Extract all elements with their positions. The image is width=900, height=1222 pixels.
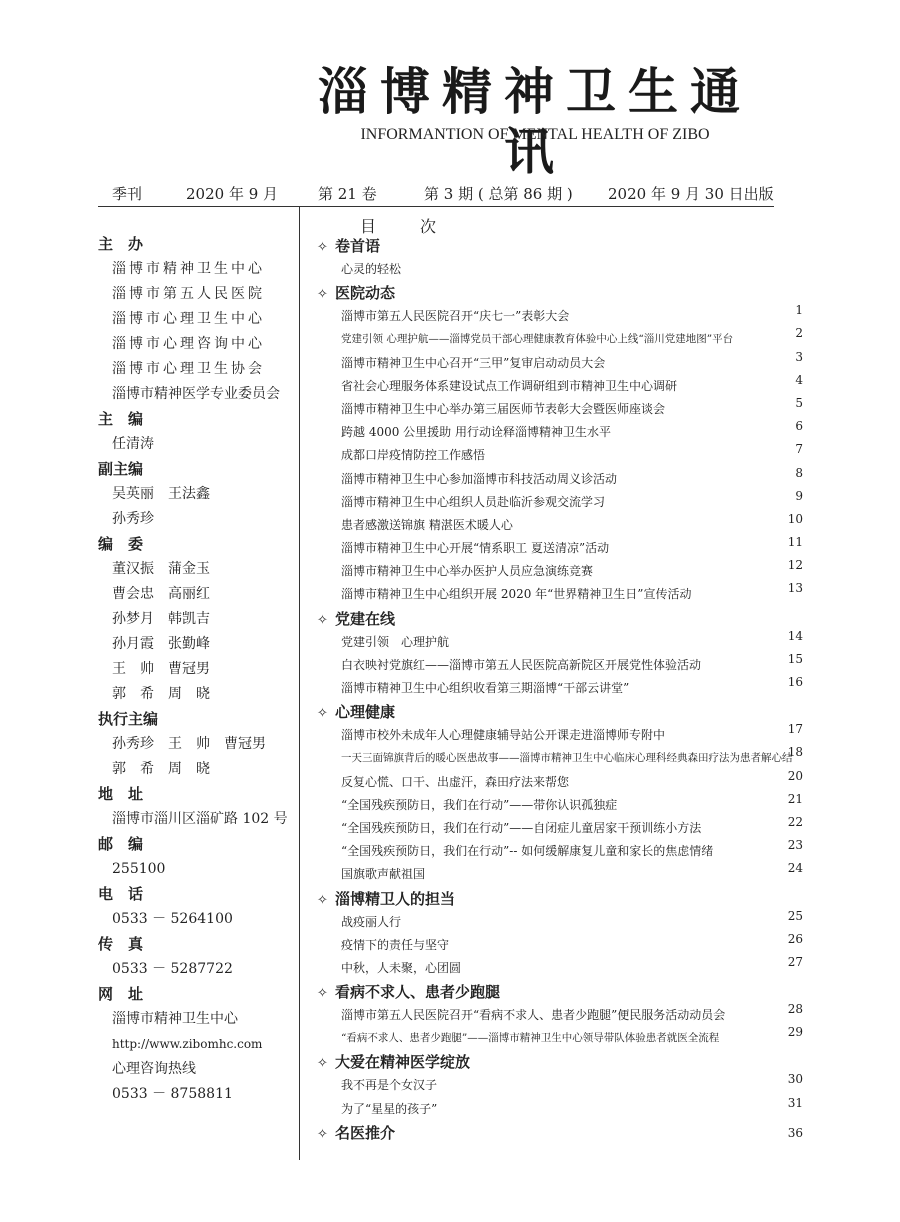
committee-names: 董汉振 蒲金玉	[112, 561, 210, 577]
toc-entry-title: 淄博市精神卫生中心组织收看第三期淄博“干部云讲堂”	[341, 681, 630, 695]
toc-page-number: 36	[787, 1125, 803, 1140]
toc-page-number: 4	[795, 372, 803, 387]
diamond-bullet-icon: ✧	[317, 1126, 328, 1142]
committee-names: 郭 希 周 晓	[112, 686, 210, 702]
executive-editor-label: 执行主编	[98, 710, 159, 728]
info-month: 2020 年 9 月	[186, 185, 279, 203]
website-label: 网 址	[98, 985, 144, 1003]
toc-entry[interactable]	[317, 395, 803, 421]
toc-page-number: 1	[795, 303, 803, 318]
toc-entry[interactable]	[317, 305, 803, 328]
toc-entry-title: “全国残疾预防日，我们在行动”——带你认识孤独症	[341, 797, 618, 812]
masthead-title: 淄博精神卫生通讯	[318, 62, 752, 181]
fax-value: 0533 － 5287722	[112, 961, 233, 977]
toc-page-number: 29	[787, 1025, 803, 1040]
toc-section-heading[interactable]	[317, 1050, 803, 1074]
toc-page-number: 30	[787, 1072, 803, 1087]
toc-section-heading[interactable]	[317, 1121, 803, 1145]
sponsor-item: 淄博市心理卫生协会	[112, 361, 265, 377]
toc-entry[interactable]	[317, 444, 803, 467]
toc-page-number: 27	[787, 954, 803, 969]
toc-entry-title: 心灵的轻松	[341, 262, 402, 276]
toc-section-title: 淄博精卫人的担当	[335, 889, 456, 908]
column-divider	[299, 206, 300, 1160]
toc-entry[interactable]	[317, 372, 803, 398]
toc-entry-title: 淄博市精神卫生中心召开“三甲”复审启动动员大会	[341, 355, 606, 370]
toc-page-number: 7	[795, 442, 803, 457]
toc-entry-title: 疫情下的责任与坚守	[341, 937, 450, 952]
toc-entry[interactable]	[317, 465, 803, 491]
toc-entry-title: 淄博市精神卫生中心举办医护人员应急演练竞赛	[341, 564, 594, 579]
toc-page-number: 13	[787, 581, 803, 596]
toc-page-number: 26	[787, 931, 803, 946]
toc-page-number: 20	[787, 768, 803, 783]
diamond-bullet-icon: ✧	[317, 287, 328, 303]
editor-label: 主 编	[98, 410, 144, 428]
toc-entry-title: 患者感激送锦旗 精湛医术暖人心	[341, 517, 513, 532]
toc-entry[interactable]	[317, 768, 803, 794]
toc-entry-title: 淄博市精神卫生中心组织开展 2020 年“世界精神卫生日”宣传活动	[341, 587, 692, 602]
toc-page-number: 10	[787, 511, 803, 526]
toc-entry[interactable]	[317, 258, 803, 281]
toc-page-number: 21	[787, 791, 803, 806]
fax-label: 传 真	[98, 935, 144, 953]
toc-entry[interactable]	[317, 1004, 803, 1027]
toc-page-number: 23	[787, 838, 803, 853]
postcode-label: 邮 编	[98, 835, 144, 853]
diamond-bullet-icon: ✧	[317, 612, 328, 628]
toc-entry[interactable]	[317, 349, 803, 375]
toc-page-number: 15	[787, 651, 803, 666]
toc-section-title: 党建在线	[335, 609, 396, 628]
toc-entry[interactable]	[317, 1095, 803, 1121]
toc-entry[interactable]	[317, 931, 803, 957]
diamond-bullet-icon: ✧	[317, 892, 328, 908]
editor-name: 任清涛	[112, 436, 154, 452]
toc-entry-title: 跨越 4000 公里援助 用行动诠释淄博精神卫生水平	[341, 425, 611, 440]
toc-page-number: 11	[787, 535, 803, 550]
committee-names: 孙月霞 张勤峰	[112, 636, 210, 652]
toc-section-heading[interactable]	[317, 980, 803, 1004]
toc-entry-title: 淄博市第五人民医院召开“庆七一”表彰大会	[341, 309, 570, 324]
masthead-subtitle: INFORMANTION OF MENTAL HEALTH OF ZIBO	[360, 126, 710, 143]
toc-section-title: 医院动态	[335, 284, 396, 303]
deputy-editor-names: 孙秀珍	[112, 511, 154, 527]
toc-page-number: 24	[787, 861, 803, 876]
toc-page-number: 31	[787, 1095, 803, 1110]
address-label: 地 址	[98, 785, 144, 803]
toc-page-number: 22	[787, 814, 803, 829]
toc-entry[interactable]	[317, 488, 803, 514]
toc-entry-title: 淄博市校外未成年人心理健康辅导站公开课走进淄博师专附中	[341, 728, 666, 743]
toc-page-number: 8	[795, 465, 803, 480]
table-of-contents	[317, 234, 803, 1145]
committee-label: 编 委	[98, 535, 144, 553]
toc-page-number: 12	[787, 558, 803, 573]
info-frequency: 季刊	[112, 185, 143, 203]
toc-entry-title: 党建引领 心理护航——淄博党员干部心理健康教育体验中心上线“淄川党建地图”平台	[341, 333, 734, 346]
toc-entry[interactable]	[317, 747, 803, 770]
toc-entry-title: “看病不求人、患者少跑腿”——淄博市精神卫生中心领导带队体验患者就医全流程	[341, 1032, 720, 1045]
sponsor-item: 淄博市精神医学专业委员会	[112, 386, 280, 402]
toc-section-heading[interactable]	[317, 234, 803, 258]
toc-section-title: 名医推介	[335, 1123, 396, 1142]
header-divider	[98, 206, 774, 207]
toc-entry-title: 国旗歌声献祖国	[341, 867, 426, 882]
toc-section-title: 看病不求人、患者少跑腿	[335, 983, 501, 1002]
toc-section-heading[interactable]	[317, 607, 803, 631]
toc-entry-title: 党建引领 心理护航	[341, 634, 450, 649]
diamond-bullet-icon: ✧	[317, 706, 328, 722]
toc-entry-title: 反复心慌、口干、出虚汗，森田疗法来帮您	[341, 774, 570, 789]
hotline-number: 0533 － 8758811	[112, 1086, 233, 1102]
toc-entry-title: 淄博市第五人民医院召开“看病不求人、患者少跑腿”便民服务活动动员会	[341, 1008, 726, 1023]
sponsor-item: 淄博市第五人民医院	[112, 286, 265, 302]
toc-section-heading[interactable]	[317, 700, 803, 724]
deputy-editor-label: 副主编	[98, 460, 144, 478]
info-issue: 第 3 期 ( 总第 86 期 )	[424, 185, 573, 203]
toc-entry[interactable]	[317, 511, 803, 537]
toc-page-number: 3	[795, 349, 803, 364]
toc-entry-title: 我不再是个女汉子	[341, 1078, 438, 1093]
committee-names: 曹会忠 高丽红	[112, 586, 210, 602]
toc-page-number: 25	[787, 908, 803, 923]
toc-page-number: 6	[795, 419, 803, 434]
committee-names: 孙梦月 韩凯吉	[112, 611, 210, 627]
toc-page-number: 9	[795, 488, 803, 503]
toc-entry[interactable]	[317, 560, 803, 583]
address-value: 淄博市淄川区淄矿路 102 号	[112, 811, 288, 827]
diamond-bullet-icon: ✧	[317, 986, 328, 1002]
toc-page-number: 16	[787, 675, 803, 689]
toc-entry-title: 白衣映衬党旗红——淄博市第五人民医院高新院区开展党性体验活动	[341, 657, 702, 672]
toc-entry-title: 淄博市精神卫生中心参加淄博市科技活动周义诊活动	[341, 471, 618, 486]
sponsor-item: 淄博市心理咨询中心	[112, 336, 265, 352]
toc-entry[interactable]	[317, 583, 803, 606]
sponsor-item: 淄博市精神卫生中心	[112, 261, 265, 277]
toc-entry[interactable]	[317, 1074, 803, 1097]
toc-section-title: 大爱在精神医学绽放	[335, 1053, 471, 1072]
toc-page-number: 5	[795, 395, 803, 410]
executive-editor-names: 郭 希 周 晓	[112, 761, 210, 777]
deputy-editor-names: 吴英丽 王法鑫	[112, 486, 210, 502]
toc-entry[interactable]	[317, 954, 803, 980]
toc-entry[interactable]	[317, 863, 803, 886]
toc-entry[interactable]	[317, 724, 803, 747]
toc-entry[interactable]	[317, 1027, 803, 1050]
toc-page-number: 28	[787, 1002, 803, 1017]
hotline-label: 心理咨询热线	[112, 1061, 196, 1077]
toc-section-heading[interactable]	[317, 281, 803, 305]
toc-entry-title: 一天三面锦旗背后的暖心医患故事——淄博市精神卫生中心临床心理科经典森田疗法为患者解心结	[341, 752, 793, 765]
toc-entry[interactable]	[317, 628, 803, 654]
toc-entry[interactable]	[317, 328, 803, 351]
executive-editor-names: 孙秀珍 王 帅 曹冠男	[112, 736, 266, 752]
toc-entry-title: 省社会心理服务体系建设试点工作调研组到市精神卫生中心调研	[341, 378, 678, 393]
toc-entry-title: 中秋，人未聚，心团圆	[341, 960, 462, 975]
phone-value: 0533 － 5264100	[112, 911, 233, 927]
toc-entry-title: 淄博市精神卫生中心组织人员赴临沂参观交流学习	[341, 494, 606, 509]
toc-entry[interactable]	[317, 537, 803, 560]
toc-page-number: 2	[795, 326, 803, 341]
toc-entry[interactable]	[317, 908, 803, 934]
toc-section-title: 卷首语	[335, 237, 381, 255]
toc-entry-title: “全国残疾预防日，我们在行动”——自闭症儿童居家干预训练小方法	[341, 820, 702, 835]
toc-entry[interactable]	[317, 840, 803, 863]
info-publish-date: 2020 年 9 月 30 日出版	[608, 185, 774, 203]
postcode-value: 255100	[112, 861, 166, 877]
diamond-bullet-icon: ✧	[317, 240, 328, 255]
toc-entry-title: “全国残疾预防日，我们在行动”-- 如何缓解康复儿童和家长的焦虑情绪	[341, 844, 714, 859]
phone-label: 电 话	[98, 885, 144, 903]
sponsor-item: 淄博市心理卫生中心	[112, 311, 265, 327]
toc-entry-title: 成都口岸疫情防控工作感悟	[341, 448, 486, 463]
toc-entry-title: 淄博市精神卫生中心举办第三届医师节表彰大会暨医师座谈会	[341, 401, 666, 416]
toc-entry[interactable]	[317, 791, 803, 817]
toc-entry-title: 战疫丽人行	[341, 914, 402, 929]
website-url: http://www.zibomhc.com	[112, 1037, 263, 1051]
info-volume: 第 21 卷	[318, 185, 377, 203]
toc-entry[interactable]	[317, 814, 803, 840]
toc-title: 目 次	[360, 217, 451, 236]
diamond-bullet-icon: ✧	[317, 1056, 328, 1072]
toc-entry-title: 为了“星星的孩子”	[341, 1101, 438, 1116]
sponsor-label: 主 办	[98, 235, 144, 253]
masthead-info-column	[98, 232, 293, 1107]
toc-page-number: 18	[787, 745, 803, 760]
committee-names: 王 帅 曹冠男	[112, 661, 210, 677]
toc-entry[interactable]	[317, 421, 803, 444]
toc-entry[interactable]	[317, 677, 803, 700]
website-org: 淄博市精神卫生中心	[112, 1011, 238, 1027]
toc-entry-title: 淄博市精神卫生中心开展“情系职工 夏送清凉”活动	[341, 541, 610, 556]
toc-page-number: 14	[787, 628, 803, 643]
toc-entry[interactable]	[317, 651, 803, 677]
toc-section-heading[interactable]	[317, 887, 803, 911]
toc-section-title: 心理健康	[335, 703, 396, 722]
toc-page-number: 17	[787, 722, 803, 737]
